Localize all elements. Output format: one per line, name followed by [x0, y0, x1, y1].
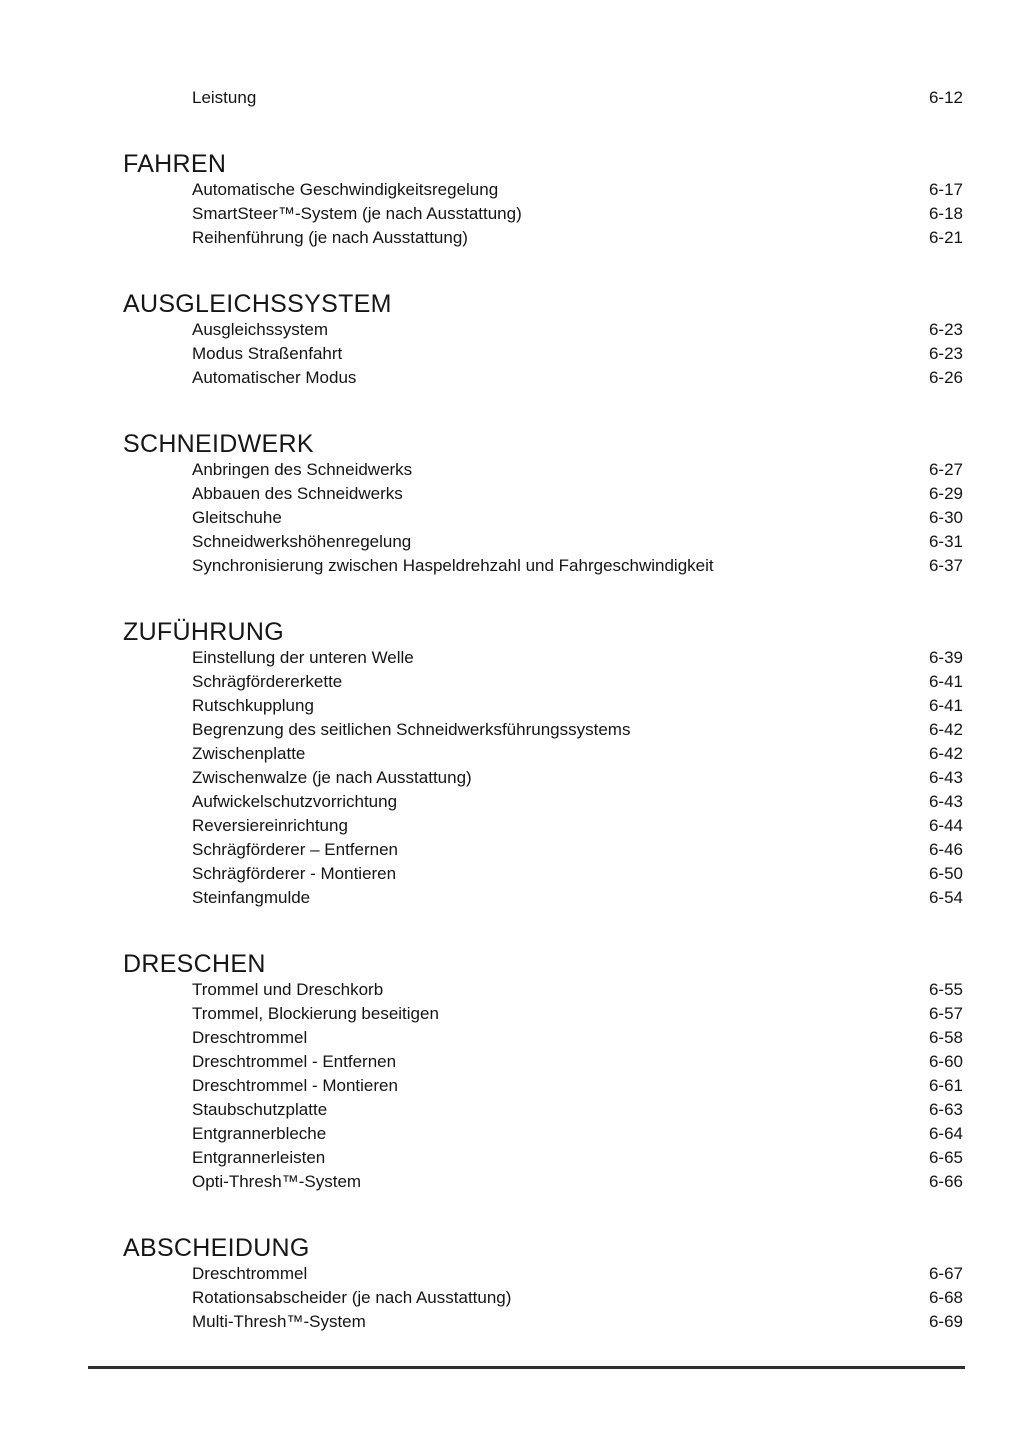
toc-entry [192, 978, 963, 1002]
entry-page-number: 6-41 [928, 696, 963, 715]
dot-leader [286, 506, 916, 530]
entry-page-number: 6-60 [928, 1052, 963, 1071]
section-heading: AUSGLEICHSSYSTEM [123, 290, 392, 318]
dot-leader [476, 766, 916, 790]
toc-entry [192, 366, 963, 390]
toc-entry [192, 1026, 963, 1050]
entry-page-number: 6-57 [928, 1004, 963, 1023]
entry-label: Aufwickelschutzvorrichtung [192, 792, 398, 811]
dot-leader [402, 1074, 916, 1098]
dot-leader [318, 694, 916, 718]
entry-page-number: 6-65 [928, 1148, 963, 1167]
entry-page-number: 6-55 [928, 980, 963, 999]
dot-leader [360, 366, 916, 390]
toc-section [123, 150, 963, 250]
entry-label: Entgrannerleisten [192, 1148, 326, 1167]
toc-entry [192, 318, 963, 342]
entry-label: Rotationsabscheider (je nach Ausstattung) [192, 1288, 512, 1307]
entry-label: Schrägförderer – Entfernen [192, 840, 399, 859]
section-entries [123, 646, 963, 910]
toc-entry [192, 838, 963, 862]
toc-entry [192, 862, 963, 886]
entry-label: Trommel, Blockierung beseitigen [192, 1004, 439, 1023]
entry-label: Schrägförderer - Montieren [192, 864, 397, 883]
entry-page-number: 6-50 [928, 864, 963, 883]
dot-leader [311, 1262, 916, 1286]
entry-page-number: 6-54 [928, 888, 963, 907]
entry-page-number: 6-69 [928, 1312, 963, 1331]
entry-label: Steinfangmulde [192, 888, 311, 907]
toc-entry [192, 202, 963, 226]
section-entries [123, 978, 963, 1194]
toc-entry [192, 342, 963, 366]
toc-entry [192, 1310, 963, 1334]
section-heading: ABSCHEIDUNG [123, 1234, 310, 1262]
entry-page-number: 6-17 [928, 180, 963, 199]
dot-leader [526, 202, 916, 226]
entry-page-number: 6-29 [928, 484, 963, 503]
entry-page-number: 6-31 [928, 532, 963, 551]
entry-label: Dreschtrommel - Entfernen [192, 1052, 397, 1071]
dot-leader [407, 482, 916, 506]
entry-page-number: 6-27 [928, 460, 963, 479]
entry-page-number: 6-63 [928, 1100, 963, 1119]
entry-page-number: 6-39 [928, 648, 963, 667]
dot-leader [401, 790, 916, 814]
entry-page-number: 6-67 [928, 1264, 963, 1283]
entry-label: Dreschtrommel - Montieren [192, 1076, 398, 1095]
entry-label: Opti-Thresh™-System [192, 1172, 362, 1191]
entry-page-number: 6-42 [928, 744, 963, 763]
entry-label: Automatische Geschwindigkeitsregelung [192, 180, 499, 199]
toc-entry [192, 1170, 963, 1194]
entry-label: Begrenzung des seitlichen Schneidwerksführungssystems [192, 720, 631, 739]
toc-entry [192, 670, 963, 694]
dot-leader [365, 1170, 916, 1194]
entry-label: Zwischenplatte [192, 744, 306, 763]
toc-entry [192, 530, 963, 554]
section-entries [123, 178, 963, 250]
toc-entry [192, 766, 963, 790]
entry-label: Schneidwerkshöhenregelung [192, 532, 412, 551]
entry-page-number: 6-66 [928, 1172, 963, 1191]
entry-label: Schrägfördererkette [192, 672, 343, 691]
entry-page-number: 6-61 [928, 1076, 963, 1095]
dot-leader [330, 1122, 916, 1146]
section-entries [123, 1262, 963, 1334]
entry-label: Reihenführung (je nach Ausstattung) [192, 228, 468, 247]
section-heading: ZUFÜHRUNG [123, 618, 285, 646]
entry-page-number: 6-37 [928, 556, 963, 575]
dot-leader [634, 718, 916, 742]
dot-leader [416, 458, 916, 482]
toc-section [123, 290, 963, 390]
toc-entry [192, 554, 963, 578]
entry-label: SmartSteer™-System (je nach Ausstattung) [192, 204, 522, 223]
toc-entry [192, 790, 963, 814]
entry-label: Ausgleichssystem [192, 320, 329, 339]
toc-entry [192, 1146, 963, 1170]
dot-leader [331, 1098, 916, 1122]
dot-leader [718, 554, 916, 578]
dot-leader [346, 342, 916, 366]
entry-page-number: 6-23 [928, 320, 963, 339]
entry-page-number: 6-18 [928, 204, 963, 223]
dot-leader [311, 1026, 916, 1050]
toc-entry [192, 1098, 963, 1122]
toc-entry [192, 458, 963, 482]
dot-leader [329, 1146, 916, 1170]
toc-entry [192, 178, 963, 202]
toc-entry [192, 1262, 963, 1286]
toc-section [123, 430, 963, 578]
entry-page-number: 6-12 [928, 88, 963, 107]
entry-page-number: 6-44 [928, 816, 963, 835]
dot-leader [352, 814, 916, 838]
dot-leader [400, 1050, 916, 1074]
entry-page-number: 6-58 [928, 1028, 963, 1047]
dot-leader [314, 886, 916, 910]
dot-leader [260, 86, 916, 110]
entry-label: Abbauen des Schneidwerks [192, 484, 403, 503]
toc-section [123, 618, 963, 910]
entry-label: Dreschtrommel [192, 1264, 308, 1283]
section-heading: SCHNEIDWERK [123, 430, 314, 458]
entry-page-number: 6-68 [928, 1288, 963, 1307]
toc-entry [192, 86, 963, 110]
entry-label: Rutschkupplung [192, 696, 314, 715]
orphan-entry-wrap [123, 86, 963, 110]
dot-leader [400, 862, 916, 886]
entry-page-number: 6-64 [928, 1124, 963, 1143]
entry-label: Modus Straßenfahrt [192, 344, 343, 363]
entry-label: Staubschutzplatte [192, 1100, 328, 1119]
dot-leader [332, 318, 916, 342]
entry-label: Automatischer Modus [192, 368, 357, 387]
section-entries [123, 458, 963, 578]
entry-label: Reversiereinrichtung [192, 816, 348, 835]
toc-entry [192, 226, 963, 250]
entry-page-number: 6-43 [928, 792, 963, 811]
dot-leader [309, 742, 916, 766]
toc-entry [192, 1002, 963, 1026]
toc-entry [192, 718, 963, 742]
toc-entry [192, 1074, 963, 1098]
dot-leader [502, 178, 916, 202]
entry-label: Dreschtrommel [192, 1028, 308, 1047]
entry-page-number: 6-26 [928, 368, 963, 387]
dot-leader [443, 1002, 916, 1026]
toc-entry [192, 646, 963, 670]
dot-leader [418, 646, 916, 670]
toc-entry [192, 886, 963, 910]
entry-label: Leistung [192, 88, 257, 107]
dot-leader [415, 530, 916, 554]
toc-entry [192, 742, 963, 766]
dot-leader [370, 1310, 916, 1334]
entry-label: Entgrannerbleche [192, 1124, 327, 1143]
entry-page-number: 6-46 [928, 840, 963, 859]
toc-section [123, 1234, 963, 1334]
dot-leader [387, 978, 916, 1002]
toc-entry [192, 814, 963, 838]
section-heading: DRESCHEN [123, 950, 266, 978]
toc-sections [123, 150, 963, 1334]
entry-label: Gleitschuhe [192, 508, 282, 527]
entry-label: Einstellung der unteren Welle [192, 648, 414, 667]
entry-page-number: 6-21 [928, 228, 963, 247]
entry-page-number: 6-41 [928, 672, 963, 691]
toc-entry [192, 1286, 963, 1310]
toc-entry [192, 1122, 963, 1146]
footer-rule [88, 1366, 965, 1369]
entry-label: Trommel und Dreschkorb [192, 980, 384, 999]
toc-entry [192, 506, 963, 530]
toc-entry [192, 1050, 963, 1074]
entry-label: Synchronisierung zwischen Haspeldrehzahl und Fahrgeschwindigkeit [192, 556, 714, 575]
dot-leader [515, 1286, 916, 1310]
entry-page-number: 6-30 [928, 508, 963, 527]
dot-leader [346, 670, 916, 694]
entry-page-number: 6-23 [928, 344, 963, 363]
dot-leader [402, 838, 916, 862]
entry-page-number: 6-42 [928, 720, 963, 739]
entry-page-number: 6-43 [928, 768, 963, 787]
entry-label: Zwischenwalze (je nach Ausstattung) [192, 768, 472, 787]
entry-label: Multi-Thresh™-System [192, 1312, 366, 1331]
section-entries [123, 318, 963, 390]
section-heading: FAHREN [123, 150, 227, 178]
toc-section [123, 950, 963, 1194]
entry-label: Anbringen des Schneidwerks [192, 460, 413, 479]
toc-entry [192, 482, 963, 506]
dot-leader [472, 226, 916, 250]
toc-entry [192, 694, 963, 718]
